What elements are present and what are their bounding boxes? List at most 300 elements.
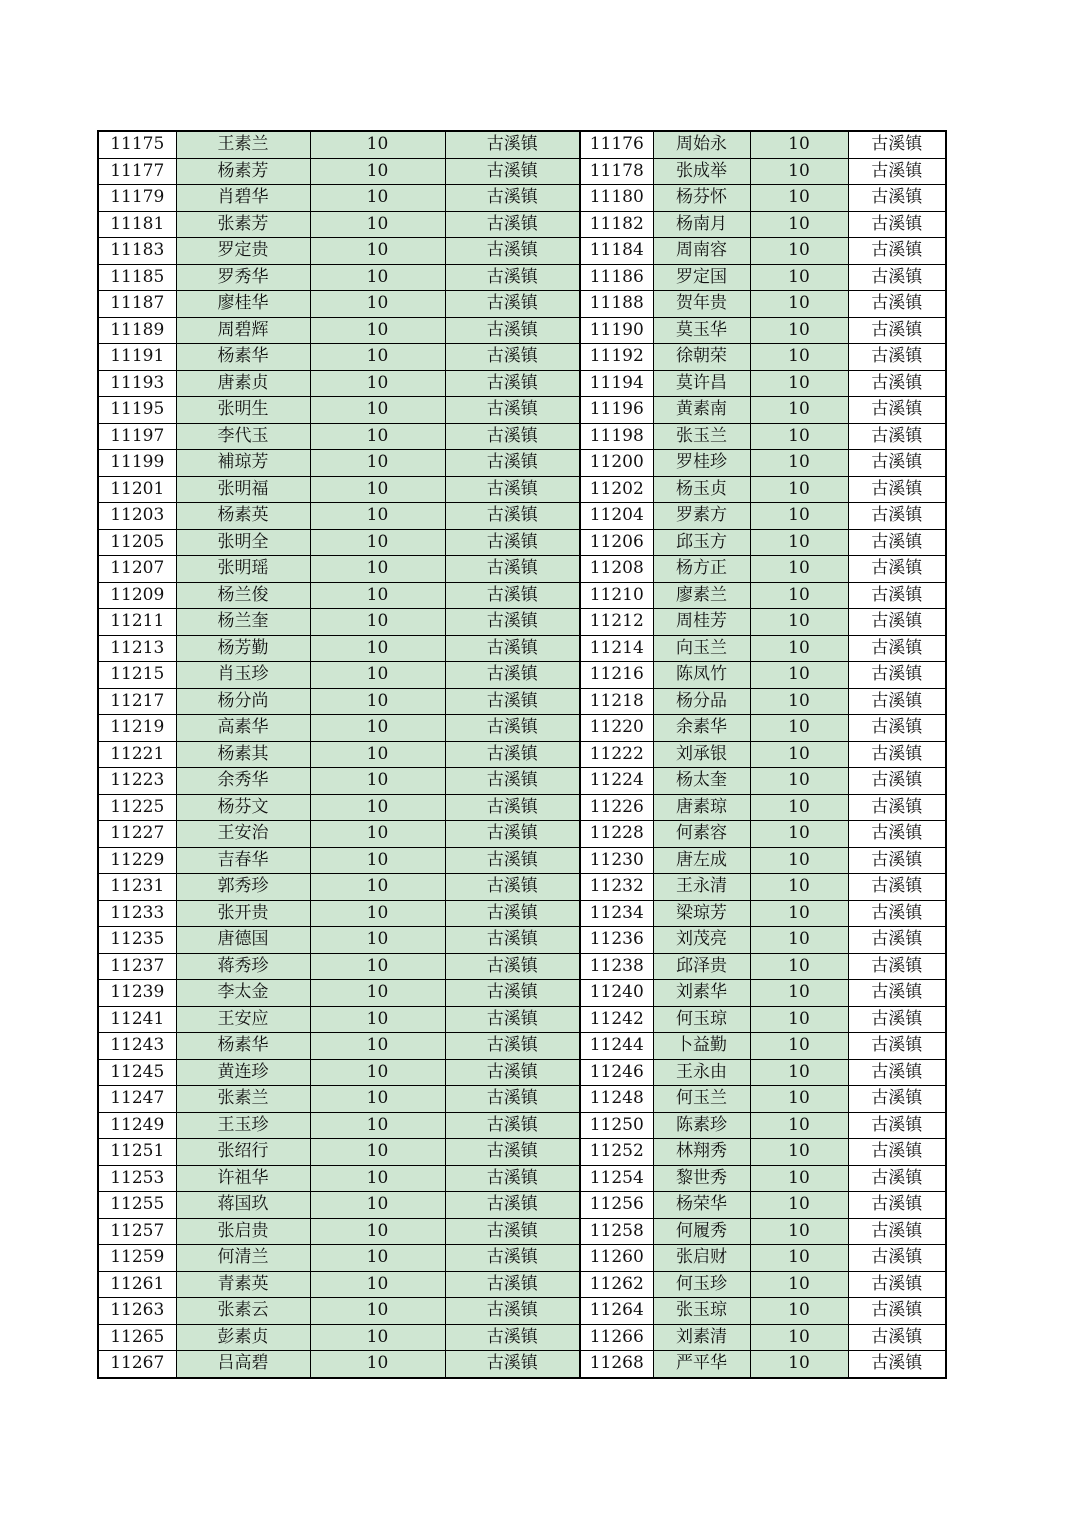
cell-amount: 10 (310, 370, 445, 397)
cell-amount: 10 (310, 847, 445, 874)
cell-name: 刘素华 (653, 980, 750, 1007)
cell-id: 11246 (580, 1059, 653, 1086)
cell-amount: 10 (750, 821, 848, 848)
cell-town: 古溪镇 (445, 131, 580, 158)
cell-name: 周始永 (653, 131, 750, 158)
cell-name: 周桂芳 (653, 609, 750, 636)
cell-amount: 10 (750, 158, 848, 185)
cell-id: 11182 (580, 211, 653, 238)
cell-id: 11218 (580, 688, 653, 715)
cell-amount: 10 (750, 953, 848, 980)
cell-amount: 10 (310, 529, 445, 556)
cell-amount: 10 (310, 582, 445, 609)
cell-name: 唐德国 (176, 927, 310, 954)
cell-id: 11263 (98, 1298, 176, 1325)
cell-id: 11248 (580, 1086, 653, 1113)
cell-name: 许祖华 (176, 1165, 310, 1192)
cell-id: 11230 (580, 847, 653, 874)
cell-town: 古溪镇 (445, 317, 580, 344)
cell-town: 古溪镇 (445, 1086, 580, 1113)
cell-town: 古溪镇 (848, 847, 946, 874)
cell-town: 古溪镇 (445, 450, 580, 477)
cell-name: 王安应 (176, 1006, 310, 1033)
cell-town: 古溪镇 (848, 1298, 946, 1325)
cell-town: 古溪镇 (445, 715, 580, 742)
cell-name: 向玉兰 (653, 635, 750, 662)
table-row (98, 582, 946, 609)
cell-name: 张明福 (176, 476, 310, 503)
cell-name: 唐左成 (653, 847, 750, 874)
cell-name: 蒋秀珍 (176, 953, 310, 980)
cell-id: 11227 (98, 821, 176, 848)
cell-name: 杨玉贞 (653, 476, 750, 503)
cell-id: 11198 (580, 423, 653, 450)
cell-town: 古溪镇 (445, 1298, 580, 1325)
cell-town: 古溪镇 (848, 344, 946, 371)
cell-name: 梁琼芳 (653, 900, 750, 927)
cell-name: 杨素芳 (176, 158, 310, 185)
cell-town: 古溪镇 (848, 158, 946, 185)
table-row (98, 211, 946, 238)
cell-name: 杨太奎 (653, 768, 750, 795)
cell-id: 11226 (580, 794, 653, 821)
cell-id: 11181 (98, 211, 176, 238)
table-row (98, 1245, 946, 1272)
cell-amount: 10 (750, 1006, 848, 1033)
cell-town: 古溪镇 (445, 821, 580, 848)
table-row (98, 821, 946, 848)
cell-id: 11249 (98, 1112, 176, 1139)
cell-town: 古溪镇 (445, 370, 580, 397)
table-row (98, 158, 946, 185)
cell-name: 唐素琼 (653, 794, 750, 821)
cell-amount: 10 (750, 1192, 848, 1219)
cell-amount: 10 (310, 900, 445, 927)
cell-town: 古溪镇 (445, 1192, 580, 1219)
cell-amount: 10 (310, 874, 445, 901)
cell-amount: 10 (750, 874, 848, 901)
cell-amount: 10 (310, 556, 445, 583)
cell-town: 古溪镇 (848, 238, 946, 265)
table-row (98, 476, 946, 503)
cell-town: 古溪镇 (445, 927, 580, 954)
cell-id: 11187 (98, 291, 176, 318)
cell-amount: 10 (750, 741, 848, 768)
cell-amount: 10 (310, 662, 445, 689)
cell-name: 杨素华 (176, 344, 310, 371)
cell-id: 11264 (580, 1298, 653, 1325)
cell-amount: 10 (750, 476, 848, 503)
cell-name: 王玉珍 (176, 1112, 310, 1139)
cell-name: 邱泽贵 (653, 953, 750, 980)
cell-id: 11190 (580, 317, 653, 344)
cell-amount: 10 (750, 238, 848, 265)
cell-id: 11260 (580, 1245, 653, 1272)
cell-amount: 10 (310, 397, 445, 424)
cell-town: 古溪镇 (445, 1165, 580, 1192)
cell-id: 11202 (580, 476, 653, 503)
cell-town: 古溪镇 (445, 1139, 580, 1166)
cell-name: 罗定贵 (176, 238, 310, 265)
cell-id: 11254 (580, 1165, 653, 1192)
cell-name: 罗定国 (653, 264, 750, 291)
table-row (98, 1139, 946, 1166)
cell-amount: 10 (310, 1033, 445, 1060)
cell-name: 吉春华 (176, 847, 310, 874)
cell-amount: 10 (310, 158, 445, 185)
cell-id: 11197 (98, 423, 176, 450)
table-row (98, 529, 946, 556)
cell-amount: 10 (750, 450, 848, 477)
cell-id: 11214 (580, 635, 653, 662)
cell-amount: 10 (310, 1112, 445, 1139)
cell-town: 古溪镇 (445, 291, 580, 318)
cell-amount: 10 (750, 344, 848, 371)
cell-town: 古溪镇 (848, 1139, 946, 1166)
cell-amount: 10 (310, 1351, 445, 1378)
cell-id: 11261 (98, 1271, 176, 1298)
cell-id: 11208 (580, 556, 653, 583)
cell-id: 11179 (98, 185, 176, 212)
cell-name: 肖碧华 (176, 185, 310, 212)
cell-town: 古溪镇 (445, 1006, 580, 1033)
cell-town: 古溪镇 (848, 131, 946, 158)
cell-id: 11176 (580, 131, 653, 158)
cell-id: 11265 (98, 1324, 176, 1351)
cell-name: 李太金 (176, 980, 310, 1007)
table-row (98, 847, 946, 874)
cell-id: 11234 (580, 900, 653, 927)
cell-town: 古溪镇 (848, 211, 946, 238)
cell-amount: 10 (750, 847, 848, 874)
cell-id: 11209 (98, 582, 176, 609)
table-row (98, 1033, 946, 1060)
cell-id: 11189 (98, 317, 176, 344)
cell-name: 杨素其 (176, 741, 310, 768)
cell-name: 唐素贞 (176, 370, 310, 397)
cell-id: 11224 (580, 768, 653, 795)
cell-name: 张启财 (653, 1245, 750, 1272)
table-row (98, 131, 946, 158)
cell-amount: 10 (310, 476, 445, 503)
cell-name: 何玉兰 (653, 1086, 750, 1113)
cell-name: 刘素清 (653, 1324, 750, 1351)
cell-id: 11191 (98, 344, 176, 371)
cell-amount: 10 (750, 900, 848, 927)
cell-town: 古溪镇 (848, 927, 946, 954)
cell-id: 11185 (98, 264, 176, 291)
cell-amount: 10 (750, 503, 848, 530)
cell-town: 古溪镇 (848, 1324, 946, 1351)
cell-id: 11200 (580, 450, 653, 477)
cell-name: 陈凤竹 (653, 662, 750, 689)
table-row (98, 768, 946, 795)
cell-town: 古溪镇 (445, 423, 580, 450)
cell-id: 11244 (580, 1033, 653, 1060)
cell-amount: 10 (310, 450, 445, 477)
cell-amount: 10 (310, 1139, 445, 1166)
cell-name: 杨方正 (653, 556, 750, 583)
cell-amount: 10 (750, 927, 848, 954)
cell-id: 11262 (580, 1271, 653, 1298)
cell-amount: 10 (310, 423, 445, 450)
cell-town: 古溪镇 (848, 503, 946, 530)
cell-town: 古溪镇 (848, 1112, 946, 1139)
cell-amount: 10 (310, 688, 445, 715)
cell-amount: 10 (750, 1033, 848, 1060)
cell-amount: 10 (310, 1245, 445, 1272)
cell-id: 11267 (98, 1351, 176, 1378)
cell-id: 11199 (98, 450, 176, 477)
cell-amount: 10 (310, 1192, 445, 1219)
cell-amount: 10 (750, 131, 848, 158)
cell-name: 周南容 (653, 238, 750, 265)
cell-amount: 10 (750, 1298, 848, 1325)
table-row (98, 1059, 946, 1086)
cell-name: 王永由 (653, 1059, 750, 1086)
table-row (98, 609, 946, 636)
table-row (98, 291, 946, 318)
cell-amount: 10 (750, 185, 848, 212)
cell-id: 11223 (98, 768, 176, 795)
cell-town: 古溪镇 (848, 1086, 946, 1113)
cell-amount: 10 (310, 1298, 445, 1325)
cell-name: 王素兰 (176, 131, 310, 158)
cell-id: 11196 (580, 397, 653, 424)
table-row (98, 317, 946, 344)
cell-town: 古溪镇 (445, 185, 580, 212)
cell-town: 古溪镇 (848, 662, 946, 689)
cell-town: 古溪镇 (848, 185, 946, 212)
cell-amount: 10 (310, 238, 445, 265)
cell-id: 11239 (98, 980, 176, 1007)
cell-id: 11241 (98, 1006, 176, 1033)
cell-town: 古溪镇 (848, 476, 946, 503)
cell-town: 古溪镇 (848, 821, 946, 848)
cell-name: 補琼芳 (176, 450, 310, 477)
table-row (98, 662, 946, 689)
cell-town: 古溪镇 (445, 397, 580, 424)
cell-amount: 10 (750, 1086, 848, 1113)
cell-id: 11235 (98, 927, 176, 954)
cell-name: 黄素南 (653, 397, 750, 424)
cell-amount: 10 (310, 927, 445, 954)
cell-town: 古溪镇 (445, 476, 580, 503)
cell-amount: 10 (310, 980, 445, 1007)
table-row (98, 450, 946, 477)
cell-name: 刘茂亮 (653, 927, 750, 954)
cell-id: 11247 (98, 1086, 176, 1113)
table-row (98, 874, 946, 901)
cell-id: 11201 (98, 476, 176, 503)
cell-id: 11258 (580, 1218, 653, 1245)
cell-town: 古溪镇 (848, 397, 946, 424)
cell-town: 古溪镇 (445, 158, 580, 185)
cell-id: 11228 (580, 821, 653, 848)
cell-id: 11183 (98, 238, 176, 265)
cell-amount: 10 (750, 264, 848, 291)
cell-id: 11256 (580, 1192, 653, 1219)
cell-id: 11205 (98, 529, 176, 556)
cell-name: 肖玉珍 (176, 662, 310, 689)
cell-town: 古溪镇 (445, 1218, 580, 1245)
cell-id: 11229 (98, 847, 176, 874)
cell-town: 古溪镇 (445, 1059, 580, 1086)
cell-name: 张素兰 (176, 1086, 310, 1113)
table-row (98, 900, 946, 927)
cell-id: 11257 (98, 1218, 176, 1245)
cell-town: 古溪镇 (445, 1112, 580, 1139)
cell-amount: 10 (750, 1059, 848, 1086)
cell-amount: 10 (310, 344, 445, 371)
cell-town: 古溪镇 (848, 1245, 946, 1272)
cell-town: 古溪镇 (848, 1059, 946, 1086)
cell-name: 余素华 (653, 715, 750, 742)
cell-amount: 10 (750, 1165, 848, 1192)
cell-amount: 10 (750, 609, 848, 636)
cell-id: 11203 (98, 503, 176, 530)
cell-id: 11194 (580, 370, 653, 397)
cell-name: 杨兰奎 (176, 609, 310, 636)
cell-id: 11210 (580, 582, 653, 609)
table-row (98, 1324, 946, 1351)
cell-name: 何履秀 (653, 1218, 750, 1245)
cell-id: 11215 (98, 662, 176, 689)
cell-town: 古溪镇 (445, 794, 580, 821)
cell-name: 何素容 (653, 821, 750, 848)
cell-town: 古溪镇 (848, 741, 946, 768)
cell-amount: 10 (750, 715, 848, 742)
table-row (98, 264, 946, 291)
cell-id: 11206 (580, 529, 653, 556)
cell-town: 古溪镇 (848, 291, 946, 318)
cell-name: 高素华 (176, 715, 310, 742)
cell-town: 古溪镇 (848, 874, 946, 901)
cell-town: 古溪镇 (848, 450, 946, 477)
table-row (98, 503, 946, 530)
cell-amount: 10 (750, 370, 848, 397)
cell-town: 古溪镇 (445, 688, 580, 715)
cell-id: 11180 (580, 185, 653, 212)
cell-amount: 10 (750, 1271, 848, 1298)
cell-id: 11222 (580, 741, 653, 768)
cell-name: 罗桂珍 (653, 450, 750, 477)
table-row (98, 556, 946, 583)
cell-amount: 10 (310, 953, 445, 980)
cell-town: 古溪镇 (445, 847, 580, 874)
cell-town: 古溪镇 (445, 264, 580, 291)
cell-name: 张明生 (176, 397, 310, 424)
table-row (98, 1298, 946, 1325)
cell-town: 古溪镇 (445, 980, 580, 1007)
cell-amount: 10 (310, 821, 445, 848)
cell-name: 罗秀华 (176, 264, 310, 291)
cell-id: 11219 (98, 715, 176, 742)
cell-name: 彭素贞 (176, 1324, 310, 1351)
cell-id: 11236 (580, 927, 653, 954)
cell-amount: 10 (750, 556, 848, 583)
table-row (98, 635, 946, 662)
cell-amount: 10 (310, 715, 445, 742)
cell-town: 古溪镇 (445, 238, 580, 265)
cell-town: 古溪镇 (848, 317, 946, 344)
cell-town: 古溪镇 (445, 874, 580, 901)
cell-name: 杨芬文 (176, 794, 310, 821)
cell-name: 杨荣华 (653, 1192, 750, 1219)
cell-town: 古溪镇 (445, 582, 580, 609)
cell-town: 古溪镇 (445, 635, 580, 662)
cell-name: 严平华 (653, 1351, 750, 1378)
table-row (98, 1351, 946, 1378)
cell-amount: 10 (310, 131, 445, 158)
cell-id: 11238 (580, 953, 653, 980)
cell-town: 古溪镇 (848, 529, 946, 556)
cell-id: 11221 (98, 741, 176, 768)
cell-amount: 10 (750, 635, 848, 662)
cell-amount: 10 (310, 211, 445, 238)
cell-town: 古溪镇 (848, 582, 946, 609)
cell-amount: 10 (750, 529, 848, 556)
cell-name: 青素英 (176, 1271, 310, 1298)
cell-id: 11243 (98, 1033, 176, 1060)
cell-town: 古溪镇 (445, 953, 580, 980)
cell-id: 11232 (580, 874, 653, 901)
cell-id: 11253 (98, 1165, 176, 1192)
cell-town: 古溪镇 (445, 662, 580, 689)
cell-name: 张绍行 (176, 1139, 310, 1166)
cell-amount: 10 (750, 768, 848, 795)
table-row (98, 423, 946, 450)
cell-amount: 10 (310, 768, 445, 795)
cell-name: 杨素华 (176, 1033, 310, 1060)
cell-name: 杨分品 (653, 688, 750, 715)
cell-name: 张素云 (176, 1298, 310, 1325)
cell-name: 张素芳 (176, 211, 310, 238)
cell-name: 卜益勤 (653, 1033, 750, 1060)
cell-amount: 10 (750, 291, 848, 318)
cell-name: 贺年贵 (653, 291, 750, 318)
cell-amount: 10 (310, 503, 445, 530)
roster-table (97, 130, 947, 1379)
cell-id: 11207 (98, 556, 176, 583)
cell-town: 古溪镇 (848, 1271, 946, 1298)
cell-name: 何清兰 (176, 1245, 310, 1272)
cell-town: 古溪镇 (848, 768, 946, 795)
cell-name: 黎世秀 (653, 1165, 750, 1192)
cell-id: 11237 (98, 953, 176, 980)
cell-name: 邱玉方 (653, 529, 750, 556)
cell-name: 杨南月 (653, 211, 750, 238)
cell-name: 余秀华 (176, 768, 310, 795)
cell-amount: 10 (310, 1086, 445, 1113)
cell-amount: 10 (310, 741, 445, 768)
cell-town: 古溪镇 (848, 980, 946, 1007)
cell-name: 蒋国玖 (176, 1192, 310, 1219)
table-row (98, 1086, 946, 1113)
cell-id: 11233 (98, 900, 176, 927)
table-row (98, 1192, 946, 1219)
cell-town: 古溪镇 (445, 1351, 580, 1378)
cell-id: 11250 (580, 1112, 653, 1139)
cell-town: 古溪镇 (445, 529, 580, 556)
cell-amount: 10 (750, 423, 848, 450)
table-row (98, 1112, 946, 1139)
cell-id: 11178 (580, 158, 653, 185)
cell-name: 罗素方 (653, 503, 750, 530)
cell-id: 11188 (580, 291, 653, 318)
cell-town: 古溪镇 (445, 211, 580, 238)
cell-town: 古溪镇 (848, 900, 946, 927)
